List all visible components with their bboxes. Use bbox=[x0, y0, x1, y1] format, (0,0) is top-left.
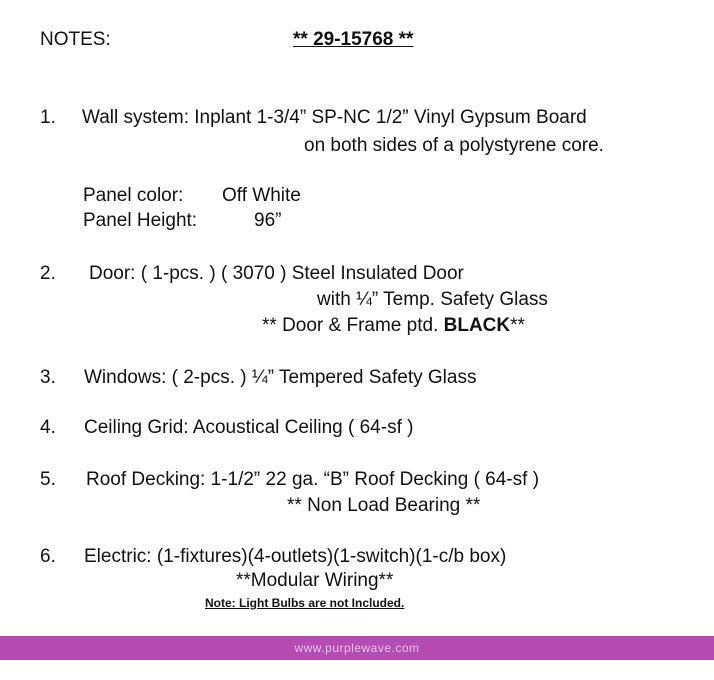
item-3-number: 3. bbox=[40, 367, 56, 388]
panel-height-value: 96” bbox=[254, 210, 282, 231]
item-4-number: 4. bbox=[40, 417, 56, 438]
reference-number: ** 29-15768 ** bbox=[293, 29, 414, 50]
item-6-number: 6. bbox=[40, 546, 56, 567]
watermark-text: www.purplewave.com bbox=[294, 641, 420, 655]
item-2-number: 2. bbox=[40, 263, 56, 284]
item-1-line2: on both sides of a polystyrene core. bbox=[304, 135, 604, 156]
panel-color-label: Panel color: bbox=[83, 185, 184, 206]
item-2-line3-suffix: ** bbox=[510, 315, 525, 336]
item-2-line2: with ¼” Temp. Safety Glass bbox=[317, 289, 548, 310]
item-6-line1: Electric: (1-fixtures)(4-outlets)(1-switch)(1-c/b box) bbox=[84, 546, 507, 567]
item-6-line2: **Modular Wiring** bbox=[236, 570, 394, 591]
item-5-number: 5. bbox=[40, 469, 56, 490]
panel-height-label: Panel Height: bbox=[83, 210, 198, 231]
panel-color-value: Off White bbox=[222, 185, 301, 206]
light-bulb-note: Note: Light Bulbs are not Included. bbox=[205, 596, 405, 610]
item-5-line2: ** Non Load Bearing ** bbox=[287, 495, 481, 516]
item-2-line3 bbox=[262, 315, 525, 337]
item-2-color-emphasis: BLACK bbox=[443, 315, 511, 336]
item-1-number: 1. bbox=[40, 107, 56, 128]
item-4-line1: Ceiling Grid: Acoustical Ceiling ( 64-sf ) bbox=[84, 417, 414, 438]
item-1-line1: Wall system: Inplant 1-3/4” SP-NC 1/2” Vinyl Gypsum Board bbox=[82, 107, 587, 128]
item-2-line1: Door: ( 1-pcs. ) ( 3070 ) Steel Insulated Door bbox=[89, 263, 464, 284]
notes-label: NOTES: bbox=[40, 29, 111, 50]
item-5-line1: Roof Decking: 1-1/2” 22 ga. “B” Roof Decking ( 64-sf ) bbox=[86, 469, 540, 490]
item-2-line3-prefix: ** Door & Frame ptd. bbox=[262, 315, 444, 336]
item-3-line1: Windows: ( 2-pcs. ) ¼” Tempered Safety Glass bbox=[84, 367, 477, 388]
